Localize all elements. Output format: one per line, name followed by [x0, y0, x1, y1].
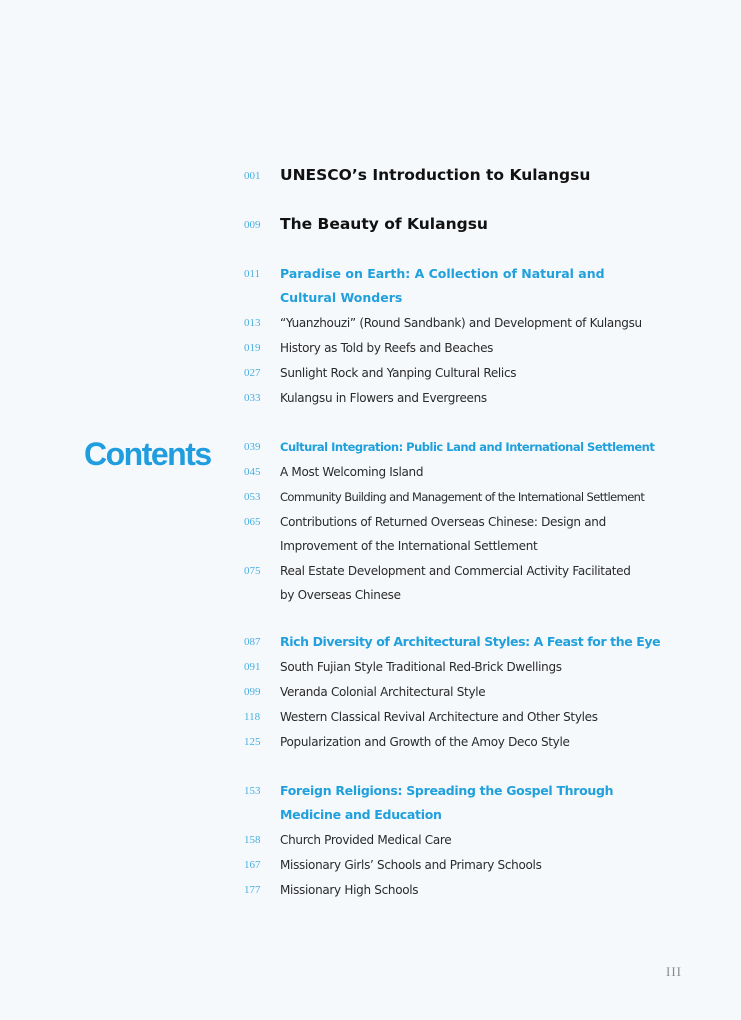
- page-ref: 153: [244, 785, 261, 797]
- item-title: South Fujian Style Traditional Red-Brick Dwellings: [280, 660, 562, 674]
- page-ref: 167: [244, 859, 261, 871]
- item-title: Missionary High Schools: [280, 883, 419, 897]
- page-ref: 118: [244, 711, 261, 723]
- page-ref: 091: [244, 661, 261, 673]
- section-title: Paradise on Earth: A Collection of Natural and Cultural Wonders: [280, 266, 605, 305]
- page-ref: 099: [244, 686, 261, 698]
- page-ref: 177: [244, 884, 261, 896]
- page-ref: 001: [244, 170, 261, 182]
- page-ref: 158: [244, 834, 261, 846]
- item-title: Sunlight Rock and Yanping Cultural Relics: [280, 366, 517, 380]
- item-title: Real Estate Development and Commercial Activity Facilitated by Overseas Chinese: [280, 564, 631, 602]
- contents-heading: Contents: [84, 436, 211, 472]
- item-title: “Yuanzhouzi” (Round Sandbank) and Development of Kulangsu: [280, 316, 642, 330]
- page-ref: 009: [244, 219, 261, 231]
- page-ref: 013: [244, 317, 261, 329]
- section-title: Foreign Religions: Spreading the Gospel Through Medicine and Education: [280, 783, 614, 822]
- section-title: Cultural Integration: Public Land and International Settlement: [280, 440, 655, 454]
- page-ref: 075: [244, 565, 261, 577]
- page-number: III: [666, 964, 682, 979]
- page-ref: 065: [244, 516, 261, 528]
- page-ref: 125: [244, 736, 261, 748]
- item-title: Church Provided Medical Care: [280, 833, 452, 847]
- item-title: History as Told by Reefs and Beaches: [280, 341, 494, 355]
- table-of-contents: [244, 0, 724, 1020]
- item-title: Veranda Colonial Architectural Style: [280, 685, 486, 699]
- item-title: Western Classical Revival Architecture and Other Styles: [280, 710, 598, 724]
- page-ref: 053: [244, 491, 261, 503]
- page-ref: 011: [244, 268, 261, 280]
- item-title: Kulangsu in Flowers and Evergreens: [280, 391, 487, 405]
- item-title: A Most Welcoming Island: [280, 465, 424, 479]
- page-ref: 045: [244, 466, 261, 478]
- entry-title: The Beauty of Kulangsu: [280, 215, 488, 233]
- page-ref: 033: [244, 392, 261, 404]
- page-ref: 027: [244, 367, 261, 379]
- page-ref: 087: [244, 636, 261, 648]
- item-title: Popularization and Growth of the Amoy Deco Style: [280, 735, 570, 749]
- entry-title: UNESCO’s Introduction to Kulangsu: [280, 166, 591, 184]
- item-title: Community Building and Management of the International Settlement: [280, 490, 645, 504]
- item-title: Missionary Girls’ Schools and Primary Schools: [280, 858, 542, 872]
- item-title: Contributions of Returned Overseas Chinese: Design and Improvement of the International Settlement: [280, 515, 606, 553]
- section-title: Rich Diversity of Architectural Styles: A Feast for the Eye: [280, 634, 661, 649]
- page-ref: 039: [244, 441, 261, 453]
- page-ref: 019: [244, 342, 261, 354]
